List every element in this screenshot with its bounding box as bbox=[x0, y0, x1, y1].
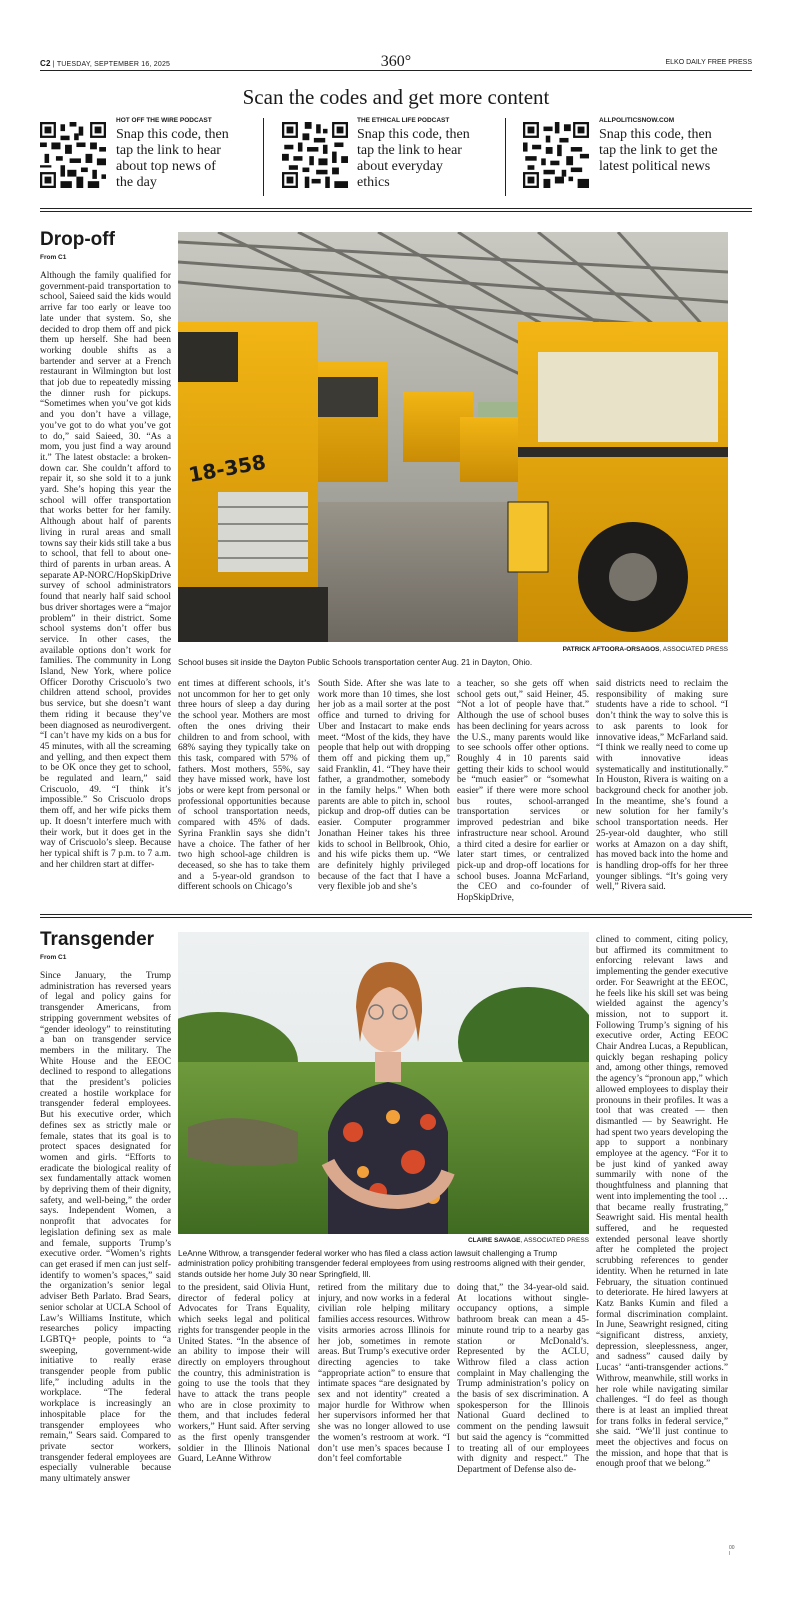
header-rule bbox=[40, 70, 752, 71]
divider bbox=[505, 118, 506, 196]
dropoff-headline: Drop-off bbox=[40, 229, 115, 250]
divider bbox=[263, 118, 264, 196]
transgender-headline: Transgender bbox=[40, 929, 155, 950]
dropoff-photo-credit: PATRICK AFTOORA-ORSAGOS, ASSOCIATED PRESS bbox=[562, 646, 728, 653]
transgender-column-4: doing that,” the 34-year-old said. At locations without single-occupancy options, a simple bathroom break can mean a 45-minute round trip to a nearby gas station or McDonald’s. Represented by the ACLU, Withrow filed a class action complaint in May challenging the Trump administration’s policy on the basis of sex discrimination. A spokesperson for the Illinois National Guard declined to comment on the pending lawsuit but said the agency is “committed to treating all of our employees with dignity and respect.” The Department of Defense also de- bbox=[457, 1283, 589, 1475]
dropoff-column-4: a teacher, so she gets off when school gets out,” said Heiner, 45. “Not a lot of people have that.” Although the use of school buses has been declining for years across the U.S., many parents would like to see schools offer other options. Roughly 4 in 10 parents said getting their kids to school would be “much easier” or “somewhat easier” if there were more school bus routes, school-arranged transportation services or improved pedestrian and bike infrastructure near school. Around a third cited a desire for earlier or later start times, or centralized pick-up and drop-off locations for school buses. Joanna McFarland, the CEO and co-founder of HopSkipDrive, bbox=[457, 679, 589, 904]
qr-code-icon bbox=[40, 120, 106, 190]
page-folio: C2 | TUESDAY, SEPTEMBER 16, 2025 bbox=[40, 59, 171, 68]
qr-label-3: ALLPOLITICSNOW.COM bbox=[599, 117, 675, 124]
page-number: C2 bbox=[40, 59, 51, 68]
qr-text-2: Snap this code, then tap the link to hear about everyday ethics bbox=[357, 127, 470, 190]
qr-code-3[interactable] bbox=[523, 120, 589, 194]
transgender-photo-portrait bbox=[178, 932, 589, 1234]
dropoff-column-1: Although the family qualified for government-paid transportation to school, Saieed said the kids would arrive far too early or leave too late under that system. So, she decided to drop them off and pick them up herself. She had been working double shifts as a bartender and server at a French restaurant in Wilmington but lost that job due to repeatedly missing the dinner rush for pickups. “Sometimes when you’ve got kids and you don’t have a village, you’ve got to do what you’ve got to do,” said Saieed, 30. “As a mom, you just find a way around it.” The latest obstacle: a broken-down car. She couldn’t afford to repair it, so she sold it to a junk yard. She’s hoping this year the school will offer transportation that works better for her family. Although about half of parents living in rural areas and small towns say their kids still take a bus to school, that fell to about one-third of parents in urban areas. A separate AP-NORC/HopSkipDrive survey of school administrators found that nearly half said school bus driver shortages were a “major problem” in their district. Some school systems don’t offer bus service. In other cases, the available options don’t work for families. The community in Long Island, New York, where police Officer Dorothy Criscuolo’s two children attend school, provides bus service, but she doesn’t want them riding it because they’ve been diagnosed as neurodivergent. “I can’t have my kids on a bus for 45 minutes, with all the screaming and yelling, and then expect them to be OK once they get to school, be regulated and learn,” said Criscuolo, 49. “I think it’s impossible.” So Criscuolo drops them off, and her wife picks them up. It doesn’t interfere much with their work, but it does get in the way of Criscuolo’s sleep. Because her typical shift is 7 p.m. to 7 a.m. and her children start at differ- bbox=[40, 271, 171, 870]
section-rule bbox=[40, 208, 752, 212]
qr-text-1: Snap this code, then tap the link to hear about top news of the day bbox=[116, 127, 229, 190]
section-name: 360° bbox=[380, 53, 412, 70]
transgender-jump-line: From C1 bbox=[40, 954, 67, 961]
transgender-column-2: to the president, said Olivia Hunt, director of federal policy at Advocates for Trans Equality, which seeks legal and political rights for transgender people in the United States. “In the absence of an ability to impose their will directly on employers throughout the country, this administration is going to use the tools that they have to attack the trans people who are in close proximity to them, and that includes federal workers,” Hunt said. After serving as the first openly transgender soldier in the Illinois National Guard, LeAnne Withrow bbox=[178, 1283, 310, 1465]
qr-code-2[interactable] bbox=[282, 120, 348, 194]
dropoff-column-3: South Side. After she was late to work more than 10 times, she lost her job as a mail sorter at the post office and turned to driving for Uber and Instacart to make ends meet. “Most of the kids, they have people that help out with dropping them off and picking them up,” said Franklin, 41. “They have their father, a grandmother, somebody in the family helps.” When both parents are able to pitch in, school pickup and drop-off duties can be easier. Computer programmer Jonathan Heiner takes his three kids to school in Bellbrook, Ohio, and his wife picks them up. “We are definitely highly privileged because of the fact that I have a very flexible job and she’s bbox=[318, 679, 450, 893]
dropoff-column-2: ent times at different schools, it’s not uncommon for her to get only three hours of sleep a day during the school year. Mothers are most often the ones driving their children to and from school, with 68% saying they typically take on this task, compared with 57% of fathers. Most mothers, 55%, say they have missed work, have lost jobs or were kept from personal or professional opportunities because of school transportation needs, compared with 45% of dads. Syrina Franklin says she didn’t have a choice. The father of her two high school-age children is deceased, so she has to take them and a 5-year-old grandson to different schools on Chicago’s bbox=[178, 679, 310, 893]
transgender-photo-credit: CLAIRE SAVAGE, ASSOCIATED PRESS bbox=[467, 1237, 589, 1244]
qr-code-icon bbox=[282, 120, 348, 190]
qr-code-icon bbox=[523, 120, 589, 190]
dropoff-photo-school-buses bbox=[178, 232, 728, 642]
portrait-photo bbox=[178, 932, 589, 1234]
qr-text-3: Snap this code, then tap the link to get the latest political news bbox=[599, 127, 718, 174]
qr-code-1[interactable] bbox=[40, 120, 106, 194]
section-rule bbox=[40, 914, 752, 918]
transgender-column-5: clined to comment, citing policy, but affirmed its commitment to enforcing relevant laws and implementing the gender executive order. For Seawright at the EEOC, he feels like his skill set was being wielded against the agency’s mission, not to support it. Following Trump’s signing of his executive order, Acting EEOC Chair Andrea Lucas, a Republican, quickly began reshaping policy and, among other things, removed the agency’s “pronoun app,” which allowed employees to display their pronouns in their profiles. It was a tool that was created — then dismantled — by Seawright. He had spent two years developing the app to support a nonbinary employee at the agency. “For it to be just kind of yanked away summarily with none of the thoughtfulness and planning that went into implementing the tool … that became really frustrating,” Seawright said. His mental health suffered, and he requested extended personal leave shortly after he completed the project scrubbing references to gender identity. When he returned in late February, the situation continued to deteriorate. He hired lawyers at Katz Banks Kumin and filed a formal discrimination complaint. In June, Seawright resigned, citing “significant distress, anxiety, depression, sleeplessness, anger, and sadness” caused daily by Lucas’ “anti-transgender actions.” Withrow, meanwhile, still works in her role while navigating similar challenges. “I do feel as though there is at least an implied threat for trans folks in federal service,” she said. “We’ll just continue to meet the objectives and focus on the mission, and hope that that is enough proof that we belong.” bbox=[596, 935, 729, 1470]
newspaper-name: ELKO DAILY FREE PRESS bbox=[665, 59, 752, 66]
svg-text:18-358: 18-358 bbox=[186, 449, 268, 487]
dropoff-jump-line: From C1 bbox=[40, 254, 67, 261]
page-marker: 00 I bbox=[729, 1545, 735, 1557]
qr-label-1: HOT OFF THE WIRE PODCAST bbox=[116, 117, 212, 124]
qr-label-2: THE ETHICAL LIFE PODCAST bbox=[357, 117, 450, 124]
dropoff-photo-caption: School buses sit inside the Dayton Public Schools transportation center Aug. 21 in Dayton, Ohio. bbox=[178, 657, 533, 667]
dropoff-column-5: said districts need to reclaim the responsibility of making sure students have a ride to school. “I don’t think the way to solve this is to ask parents to look for innovative ideas,” McFarland said. “I think we really need to come up with innovative ideas systematically and institutionally.” In Houston, Rivera is waiting on a background check for another job. In the meantime, she’s found a new solution for her family’s school transportation needs. Her 25-year-old daughter, who still works at Amazon on a day shift, has moved back into the home and is handling drop-offs for her three younger siblings. “It’s going very well,” Rivera said. bbox=[596, 679, 728, 893]
transgender-column-3: retired from the military due to injury, and now works in a federal civilian role helping military families access resources. Withrow visits armories across Illinois for her job, sometimes in remote areas. But Trump’s executive order directing agencies to take “appropriate action” to ensure that intimate spaces “are designated by sex and not identity” created a major hurdle for Withrow when her supervisors informed her that she was no longer allowed to use the women’s restroom at work. “I don’t use men’s spaces because I don’t feel comfortable bbox=[318, 1283, 450, 1465]
issue-date: TUESDAY, SEPTEMBER 16, 2025 bbox=[56, 61, 171, 68]
transgender-photo-caption: LeAnne Withrow, a transgender federal worker who has filed a class action lawsuit challenging a Trump administration policy prohibiting transgender federal employees from using restrooms aligned with their gender, stands outside her home July 30 near Springfield, Ill. bbox=[178, 1248, 586, 1279]
school-buses-photo bbox=[178, 232, 728, 642]
transgender-column-1: Since January, the Trump administration has reversed years of legal and policy gains for transgender Americans, from stripping government websites of “gender ideology” to reinstituting a ban on transgender service members in the military. The White House and the EEOC declined to respond to allegations that the president’s policies created a hostile workplace for transgender federal employees. But his executive order, which defines sex as strictly male or female, states that its goal is to protect spaces designated for women and girls. “Efforts to eradicate the biological reality of sex fundamentally attack women by depriving them of their dignity, safety, and well-being,” the order says. Independent Women, a nonprofit that advocates for legislation defining sex as male and female, supports Trump’s executive order. “Women’s rights can get erased if men can just self-identify to women’s spaces,” said the organization’s senior legal adviser Beth Parlato. Brad Sears, senior scholar at UCLA School of Law’s Williams Institute, which researches policy impacting LGBTQ+ people, points to “a sweeping, government-wide initiative to really erase transgender people from public life,” including adults in the workplace. “The federal workplace is increasingly an inhospitable place for the transgender employees who remain,” Sears said. Compared to private sector workers, transgender federal employees are especially vulnerable because many ultimately answer bbox=[40, 971, 171, 1485]
scan-promo-title: Scan the codes and get more content bbox=[242, 85, 550, 109]
